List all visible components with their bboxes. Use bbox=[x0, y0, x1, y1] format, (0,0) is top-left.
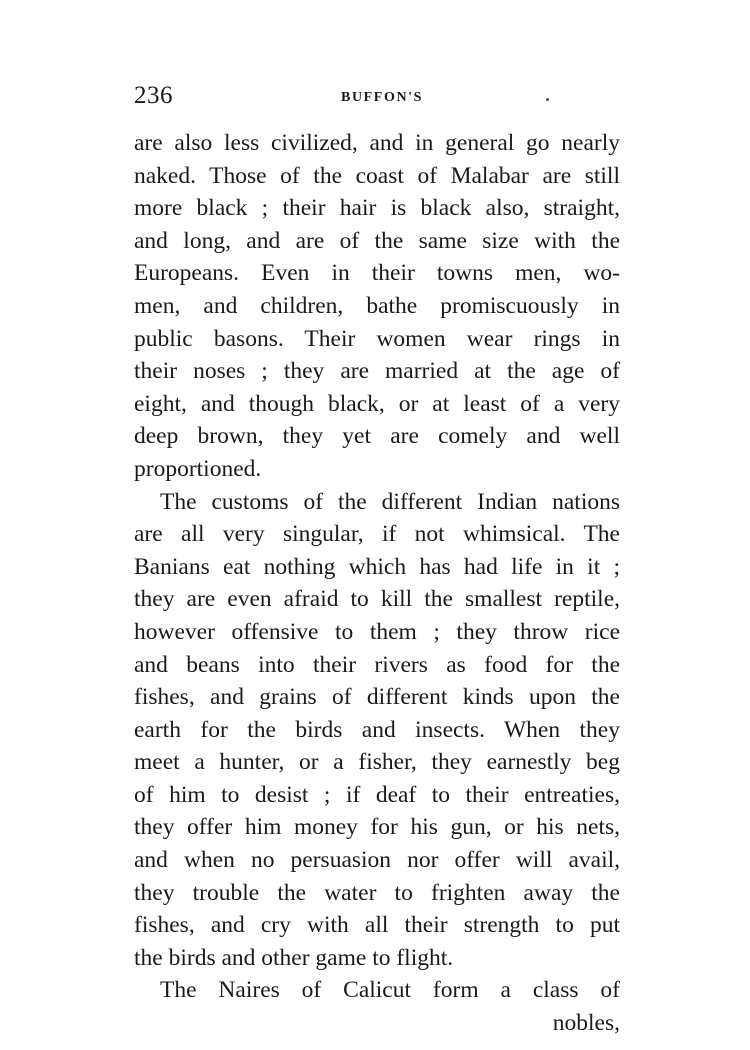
text-line: public basons. Their women wear rings in bbox=[134, 325, 620, 352]
text-line: fishes, and grains of different kinds upon the bbox=[134, 684, 620, 711]
text-line: eight, and though black, or at least of a very bbox=[134, 390, 620, 417]
text-line: the birds and other game to flight. bbox=[134, 944, 454, 971]
text-line: and beans into their rivers as food for the bbox=[134, 651, 620, 678]
text-line: are all very singular, if not whimsical. The bbox=[134, 521, 620, 548]
text-line: and when no persuasion nor offer will avail, bbox=[134, 847, 620, 874]
text-line: The customs of the different Indian nations bbox=[160, 488, 620, 515]
text-line: are also less civilized, and in general go nearly bbox=[134, 130, 620, 156]
text-line: earth for the birds and insects. When they bbox=[134, 716, 620, 743]
paragraph bbox=[134, 127, 620, 486]
page-header bbox=[134, 82, 624, 114]
text-line: deep brown, they yet are comely and well bbox=[134, 423, 620, 450]
text-line: more black ; their hair is black also, straight, bbox=[134, 195, 620, 222]
text-line: naked. Those of the coast of Malabar are still bbox=[134, 162, 620, 189]
body-text bbox=[134, 127, 620, 1040]
text-line: Europeans. Even in their towns men, wo- bbox=[134, 260, 620, 287]
text-line: fishes, and cry with all their strength to put bbox=[134, 912, 620, 939]
text-line: they are even afraid to kill the smallest reptile, bbox=[134, 586, 620, 613]
catchword: nobles, bbox=[552, 1010, 620, 1037]
text-line: their noses ; they are married at the age of bbox=[134, 358, 620, 385]
text-line: and long, and are of the same size with the bbox=[134, 227, 620, 254]
text-line: of him to desist ; if deaf to their entreaties, bbox=[134, 781, 620, 808]
paragraph bbox=[134, 486, 620, 975]
paragraph bbox=[134, 974, 620, 1007]
text-line: proportioned. bbox=[134, 455, 262, 482]
text-line: meet a hunter, or a fisher, they earnestly beg bbox=[134, 749, 620, 776]
text-line: men, and children, bathe promiscuously in bbox=[134, 292, 620, 319]
text-line: they trouble the water to frighten away the bbox=[134, 879, 620, 906]
text-line: The Naires of Calicut form a class of bbox=[160, 977, 620, 1004]
ink-speck bbox=[546, 98, 549, 101]
text-line: however offensive to them ; they throw rice bbox=[134, 618, 620, 645]
page-number: 236 bbox=[134, 82, 173, 109]
text-line: they offer him money for his gun, or his nets, bbox=[134, 814, 620, 841]
running-head: BUFFON'S bbox=[341, 90, 424, 105]
text-line: Banians eat nothing which has had life in it ; bbox=[134, 553, 620, 580]
